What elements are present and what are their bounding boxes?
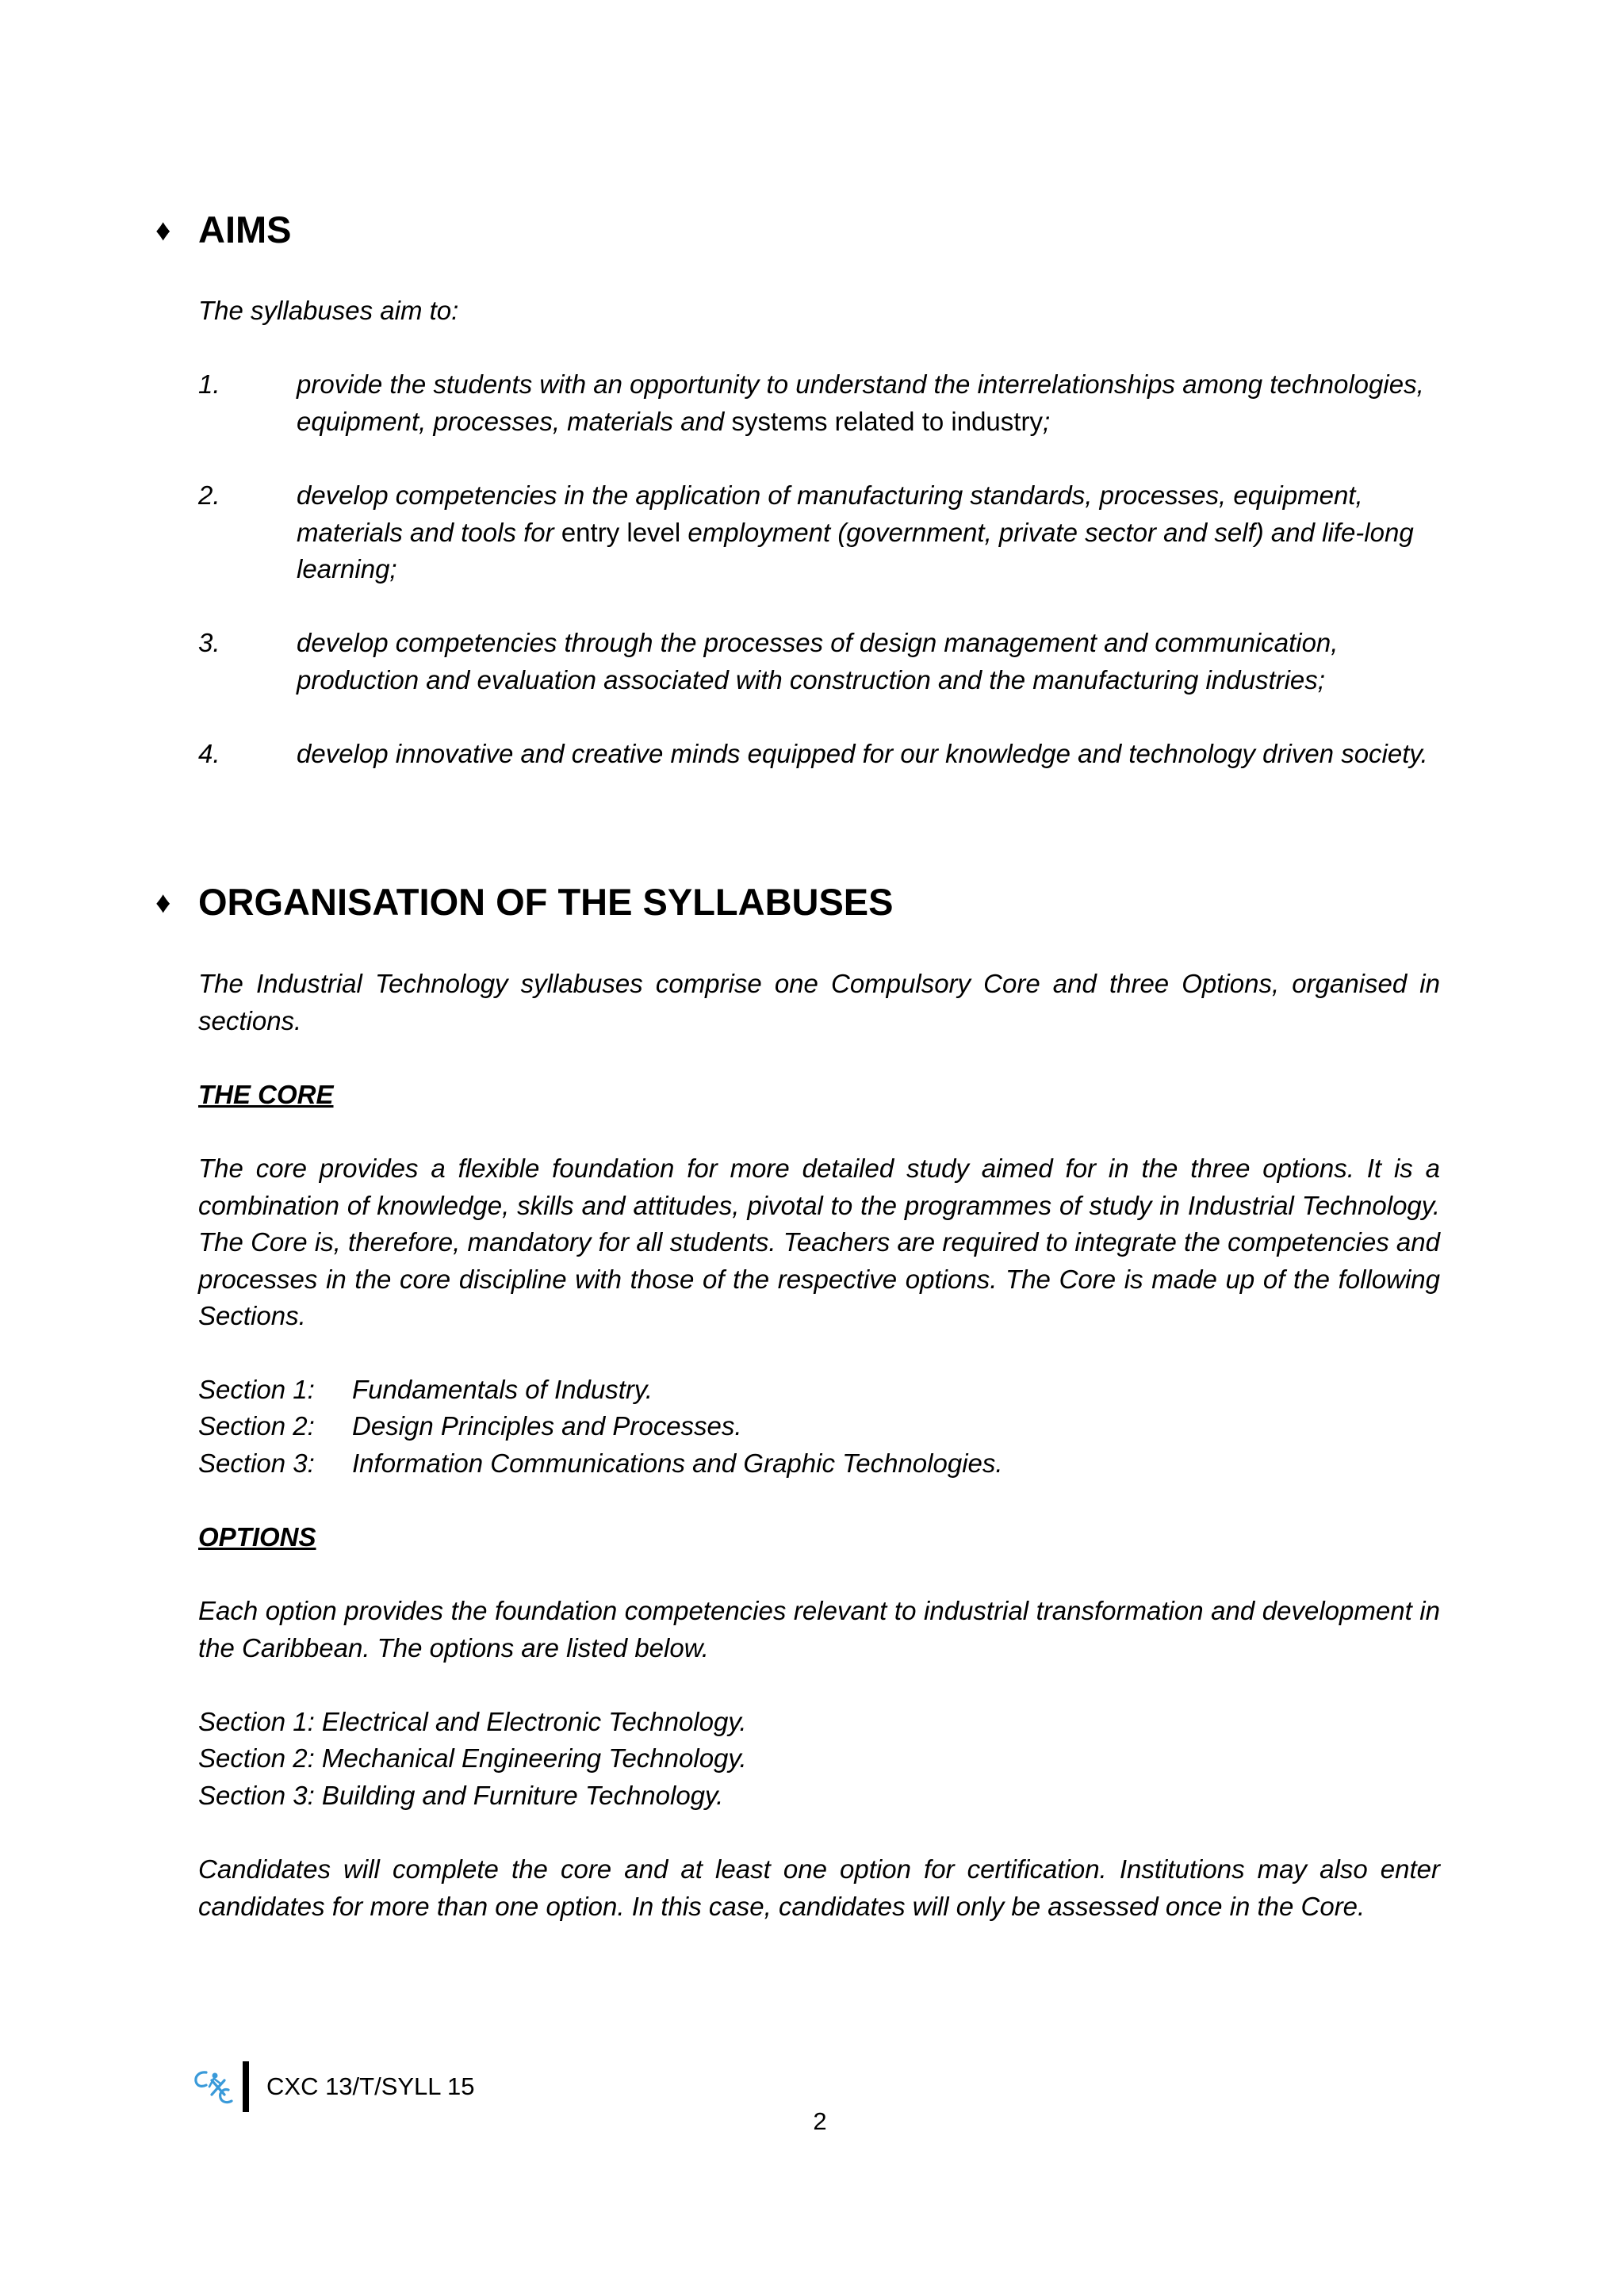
aims-heading-text: AIMS — [198, 209, 292, 251]
aims-item-1 — [198, 366, 1440, 440]
core-section-text: Design Principles and Processes. — [352, 1411, 742, 1441]
option-section-1: Section 1: Electrical and Electronic Technology. — [198, 1707, 747, 1736]
aims-item-number: 3. — [198, 628, 220, 657]
core-section-label: Section 2: — [198, 1411, 315, 1441]
aims-item-text: develop innovative and creative minds equipped for our knowledge and technology driven society. — [297, 739, 1428, 768]
options-subheading: OPTIONS — [198, 1522, 316, 1552]
aims-item-number: 2. — [198, 480, 220, 510]
page-number: 2 — [813, 2107, 827, 2135]
diamond-bullet-icon: ♦ — [155, 886, 171, 920]
aims-item-number: 1. — [198, 369, 220, 399]
core-section-text: Fundamentals of Industry. — [352, 1375, 653, 1404]
core-section-2 — [198, 1408, 742, 1445]
core-section-3 — [198, 1445, 1003, 1483]
aims-item-3 — [198, 625, 1440, 698]
option-section-3: Section 3: Building and Furniture Technology. — [198, 1781, 724, 1810]
aims-item-4 — [198, 736, 1440, 773]
diamond-bullet-icon: ♦ — [155, 214, 171, 247]
organisation-intro: The Industrial Technology syllabuses comprise one Compulsory Core and three Options, organised in sections. — [198, 969, 1440, 1035]
core-section-text: Information Communications and Graphic Technologies. — [352, 1448, 1003, 1478]
aims-item-2 — [198, 477, 1440, 588]
organisation-heading — [155, 878, 894, 927]
core-subheading: THE CORE — [198, 1080, 334, 1109]
organisation-heading-text: ORGANISATION OF THE SYLLABUSES — [198, 881, 894, 923]
aims-intro: The syllabuses aim to: — [198, 296, 459, 325]
core-section-1 — [198, 1372, 653, 1409]
aims-item-text: develop competencies in the application of manufacturing standards, processes, equipment, materials and tools for entry level employment (government, private sector and self) and life-long learning; — [297, 480, 1414, 584]
aims-item-number: 4. — [198, 739, 220, 768]
aims-heading — [155, 206, 292, 254]
aims-item-text: provide the students with an opportunity to understand the interrelationships among technologies, equipment, processes, materials and systems related to industry; — [297, 369, 1424, 436]
core-section-label: Section 3: — [198, 1448, 315, 1478]
closing-paragraph: Candidates will complete the core and at least one option for certification. Institutions may also enter candidates for more than one option. In this case, candidates will only be assessed once in the Core. — [198, 1854, 1440, 1921]
options-body: Each option provides the foundation competencies relevant to industrial transformation and development in the Caribbean. The options are listed below. — [198, 1596, 1440, 1663]
option-section-2: Section 2: Mechanical Engineering Technology. — [198, 1743, 747, 1773]
cxc-logo-icon — [190, 2064, 236, 2110]
aims-item-text: develop competencies through the processes of design management and communication, production and evaluation associated with construction and the manufacturing industries; — [297, 628, 1339, 695]
core-section-label: Section 1: — [198, 1375, 315, 1404]
core-body: The core provides a flexible foundation for more detailed study aimed for in the three options. It is a combination of knowledge, skills and attitudes, pivotal to the programmes of study in Industrial Technology. The Core is, therefore, mandatory for all students. Teachers are required to integrate the competencies and processes in the core discipline with those of the respective options. The Core is made up of the following Sections. — [198, 1154, 1440, 1330]
footer-divider — [243, 2061, 249, 2112]
document-code: CXC 13/T/SYLL 15 — [266, 2072, 475, 2100]
